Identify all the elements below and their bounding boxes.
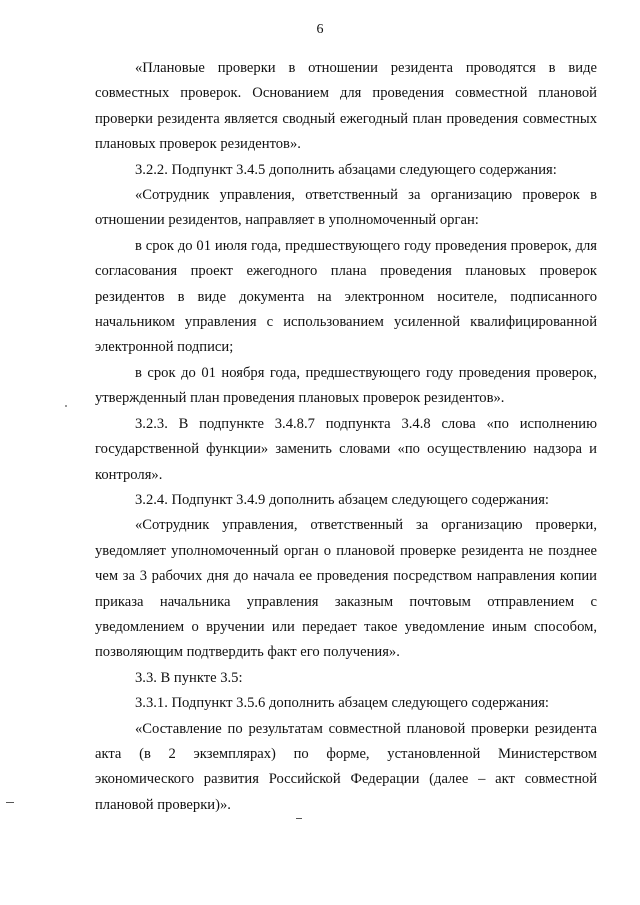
paragraph-officer-notifies: «Сотрудник управления, ответственный за организацию проверки, уведомляет уполномоченный орган о плановой проверке резидента не позднее чем за 3 рабочих дня до начала ее проведения посредством направления копии приказа начальника управления заказным почтовым отправлением с уведомлением о вручении или передает такое уведомление иным способом, позволяющим подтвердить факт его получения».: [95, 517, 597, 661]
paragraph-3-2-2: 3.2.2. Подпункт 3.4.5 дополнить абзацами следующего содержания:: [135, 161, 557, 178]
scan-mark-bottom: [296, 818, 302, 819]
paragraph-deadline-july: в срок до 01 июля года, предшествующего году проведения проверок, для согласования проект ежегодного плана проведения плановых проверок резидентов в виде документа на электронном носителе, подписанного начальником управления с использованием усиленной квалифицированной электронной подписи;: [95, 237, 597, 356]
paragraph-planned-inspections: «Плановые проверки в отношении резидента проводятся в виде совместных проверок. Основанием для проведения совместной плановой проверки резидента является сводный ежегодный план проведения совместных плановых проверок резидентов».: [95, 60, 597, 153]
paragraph-3-2-4: 3.2.4. Подпункт 3.4.9 дополнить абзацем следующего содержания:: [135, 491, 549, 508]
scan-speck: [65, 405, 67, 407]
paragraph-3-3: 3.3. В пункте 3.5:: [135, 669, 243, 686]
paragraph-officer-sends: «Сотрудник управления, ответственный за организацию проверок в отношении резидентов, направляет в уполномоченный орган:: [95, 187, 597, 229]
paragraph-3-3-1: 3.3.1. Подпункт 3.5.6 дополнить абзацем следующего содержания:: [135, 695, 549, 712]
page-number: 6: [316, 22, 324, 37]
document-body: [95, 56, 597, 818]
paragraph-joint-inspection-act: «Составление по результатам совместной плановой проверки резидента акта (в 2 экземплярах) по форме, установленной Министерством экономического развития Российской Федерации (далее – акт совместной плановой проверки)».: [95, 720, 597, 813]
paragraph-deadline-november: в срок до 01 ноября года, предшествующего году проведения проверок, утвержденный план проведения плановых проверок резидентов».: [95, 364, 597, 407]
scan-mark-left: [6, 802, 14, 803]
paragraph-3-2-3: 3.2.3. В подпункте 3.4.8.7 подпункта 3.4.8 слова «по исполнению государственной функции» заменить словами «по осуществлению надзора и контроля».: [95, 415, 597, 483]
